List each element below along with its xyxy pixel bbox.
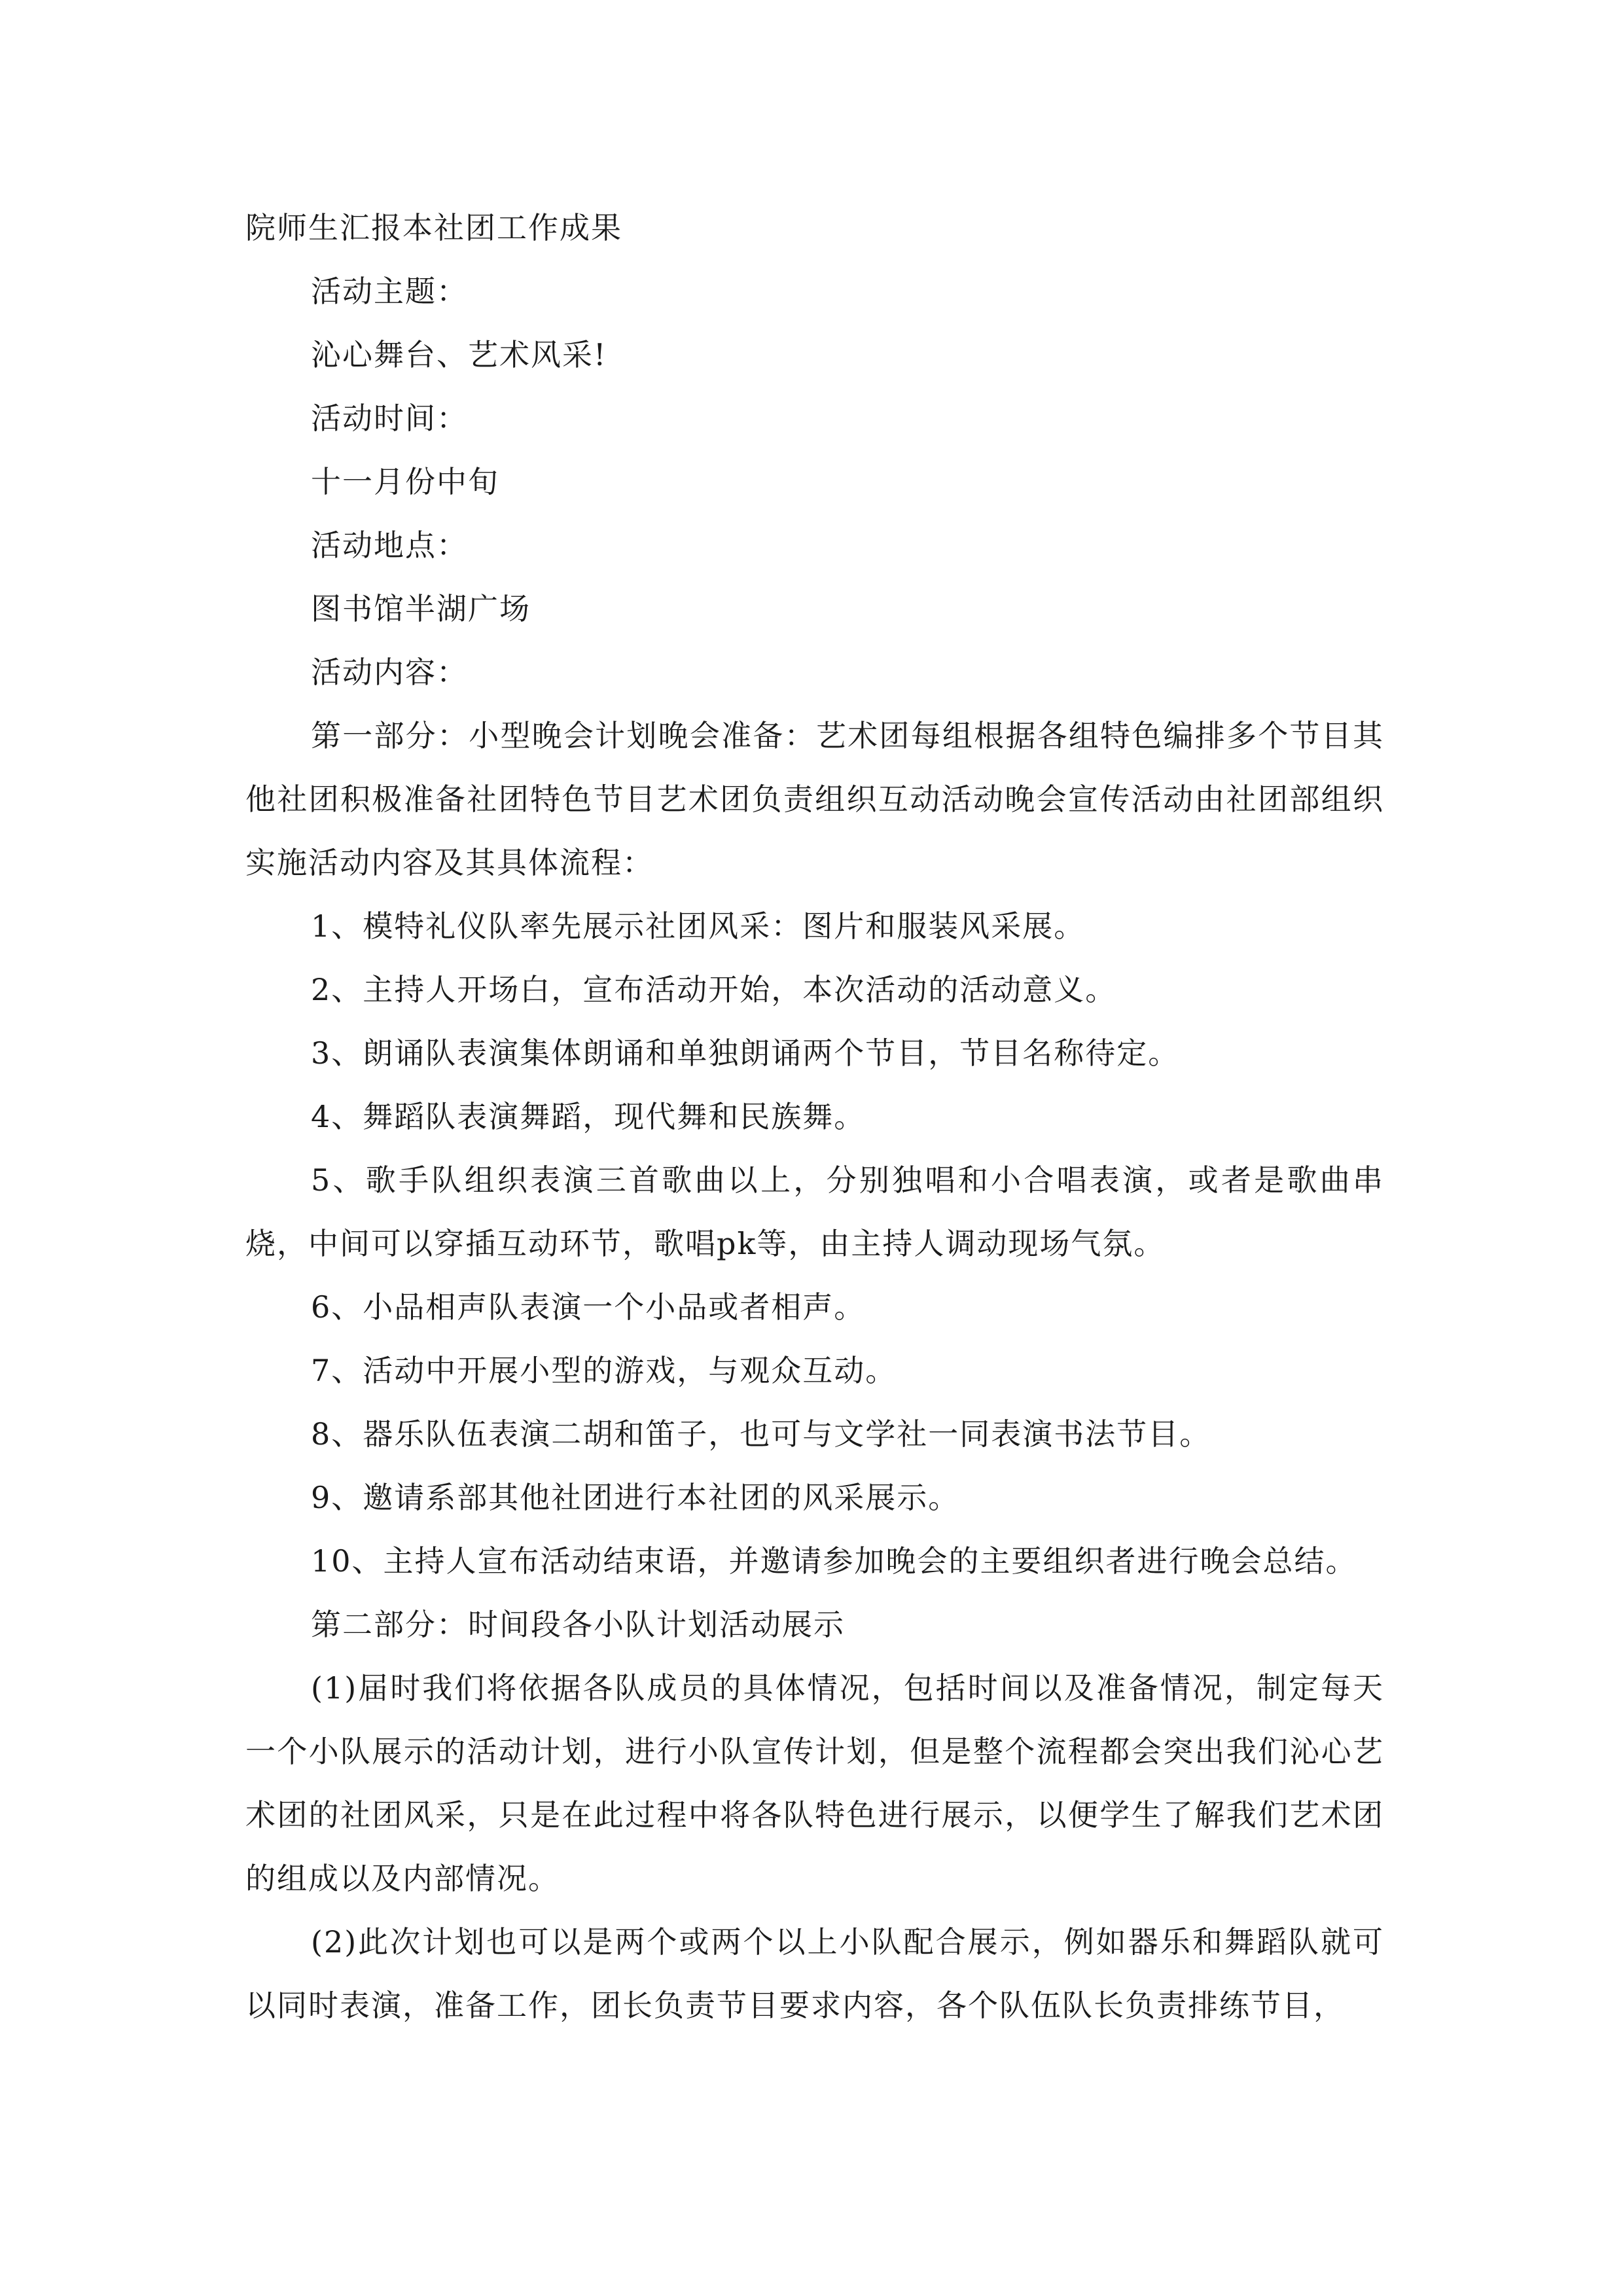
list-item: 10、主持人宣布活动结束语，并邀请参加晚会的主要组织者进行晚会总结。 <box>311 1543 1357 1579</box>
list-item: 8、器乐队伍表演二胡和笛子，也可与文学社一同表演书法节目。 <box>311 1416 1211 1452</box>
paragraph: 活动内容： <box>311 655 468 690</box>
list-item: 4、舞蹈队表演舞蹈，现代舞和民族舞。 <box>311 1099 866 1134</box>
paragraph: 活动地点： <box>311 528 468 563</box>
paragraph: 活动主题： <box>311 274 468 309</box>
list-item: 6、小品相声队表演一个小品或者相声。 <box>311 1289 866 1325</box>
paragraph: (2)此次计划也可以是两个或两个以上小队配合展示，例如器乐和舞蹈队就可以同时表演，准备工作，团长负责节目要求内容，各个队伍队长负责排练节目， <box>245 1924 1384 2023</box>
paragraph: 图书馆半湖广场 <box>311 591 531 626</box>
document-body <box>245 196 1384 2037</box>
paragraph: 十一月份中旬 <box>311 464 499 499</box>
section-heading: 第二部分：时间段各小队计划活动展示 <box>311 1607 845 1642</box>
paragraph: 活动时间： <box>311 401 468 436</box>
paragraph: 院师生汇报本社团工作成果 <box>245 210 622 245</box>
list-item: 1、模特礼仪队率先展示社团风采：图片和服装风采展。 <box>311 908 1086 944</box>
paragraph: 沁心舞台、艺术风采! <box>311 337 607 372</box>
list-item: 9、邀请系部其他社团进行本社团的风采展示。 <box>311 1480 960 1515</box>
list-item: 7、活动中开展小型的游戏，与观众互动。 <box>311 1353 897 1388</box>
list-item: 5、歌手队组织表演三首歌曲以上，分别独唱和小合唱表演，或者是歌曲串烧，中间可以穿插互动环节，歌唱pk等，由主持人调动现场气氛。 <box>245 1162 1384 1261</box>
paragraph: 第一部分：小型晚会计划晚会准备：艺术团每组根据各组特色编排多个节目其他社团积极准备社团特色节目艺术团负责组织互动活动晚会宣传活动由社团部组织实施活动内容及其具体流程： <box>245 718 1384 880</box>
paragraph: (1)届时我们将依据各队成员的具体情况，包括时间以及准备情况，制定每天一个小队展示的活动计划，进行小队宣传计划，但是整个流程都会突出我们沁心艺术团的社团风采，只是在此过程中将各队特色进行展示，以便学生了解我们艺术团的组成以及内部情况。 <box>245 1670 1384 1896</box>
list-item: 2、主持人开场白，宣布活动开始，本次活动的活动意义。 <box>311 972 1117 1007</box>
list-item: 3、朗诵队表演集体朗诵和单独朗诵两个节目，节目名称待定。 <box>311 1035 1180 1071</box>
